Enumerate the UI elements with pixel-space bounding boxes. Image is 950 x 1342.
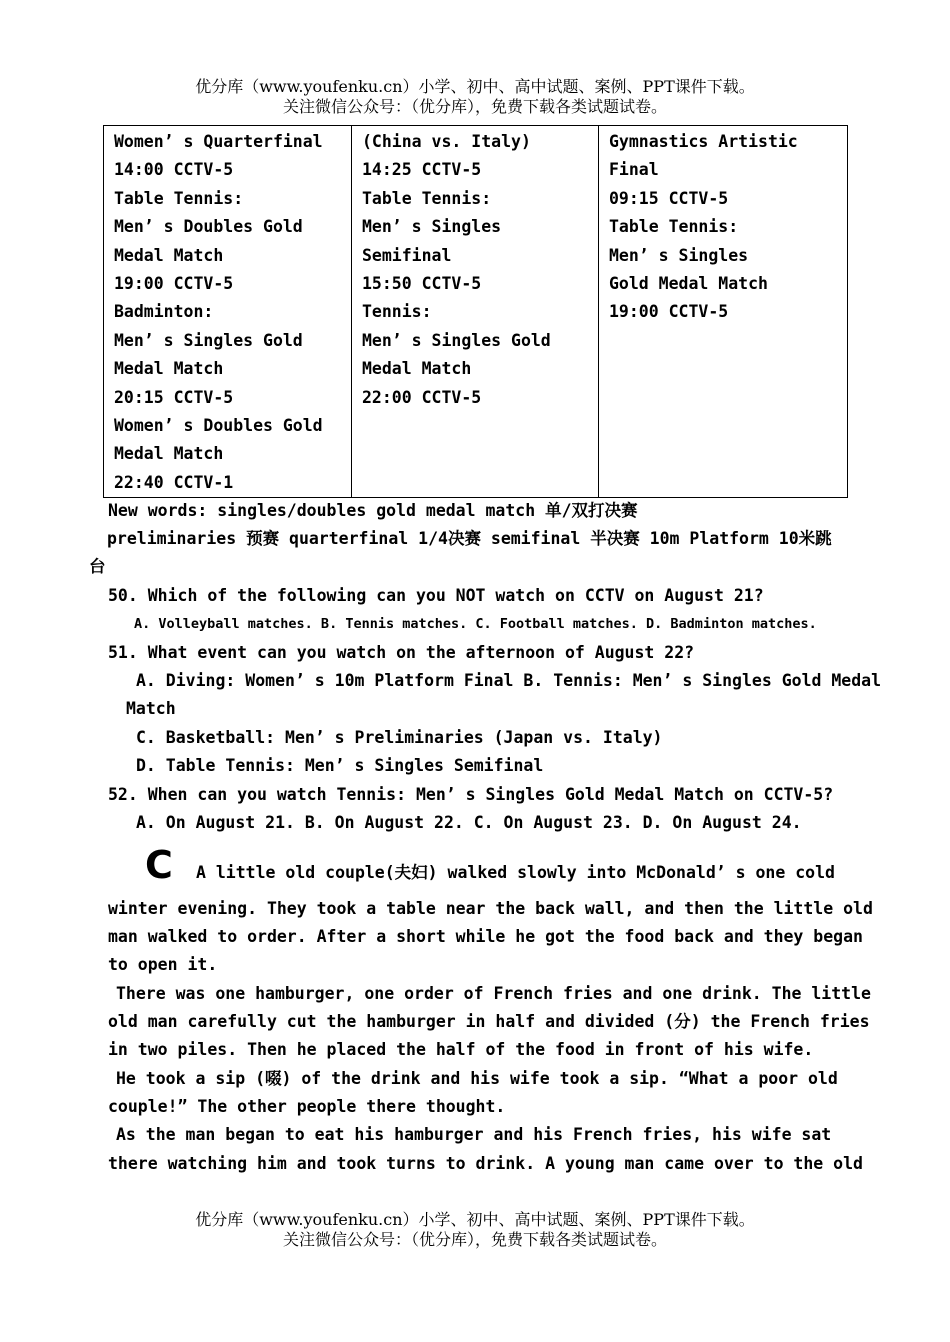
schedule-entry: Gold Medal Match bbox=[609, 274, 768, 294]
page-footer bbox=[0, 1210, 950, 1250]
question-52-options: A. On August 21. B. On August 22. C. On August 23. D. On August 24. bbox=[136, 813, 802, 832]
schedule-entry: Medal Match bbox=[114, 359, 224, 379]
passage-line: in two piles. Then he placed the half of the food in front of his wife. bbox=[108, 1040, 814, 1059]
schedule-column-2 bbox=[352, 126, 599, 498]
schedule-entry: Tennis: bbox=[362, 302, 432, 322]
passage-line: He took a sip (啜) of the drink and his wife took a sip. “What a poor old bbox=[116, 1069, 838, 1088]
passage-line: A little old couple(夫妇) walked slowly into McDonald’ s one cold bbox=[196, 863, 835, 882]
schedule-entry: Badminton: bbox=[114, 302, 214, 322]
schedule-entry: Medal Match bbox=[362, 359, 472, 379]
footer-line-2: 关注微信公众号：（优分库），免费下载各类试题试卷。 bbox=[282, 1230, 667, 1249]
schedule-entry: Men’ s Singles bbox=[362, 217, 502, 237]
schedule-entry: 22:40 CCTV-1 bbox=[114, 472, 234, 492]
schedule-entry: Women’ s Quarterfinal bbox=[114, 132, 323, 151]
schedule-column-1 bbox=[104, 126, 352, 498]
passage-line: As the man began to eat his hamburger and his French fries, his wife sat bbox=[116, 1125, 832, 1144]
schedule-entry: Men’ s Doubles Gold bbox=[114, 217, 303, 237]
schedule-entry: Gymnastics Artistic bbox=[609, 132, 798, 151]
schedule-entry: 22:00 CCTV-5 bbox=[362, 387, 482, 407]
schedule-column-3 bbox=[599, 126, 848, 498]
schedule-entry: Final bbox=[609, 160, 659, 180]
tv-schedule-table bbox=[103, 125, 848, 498]
schedule-entry: 14:00 CCTV-5 bbox=[114, 160, 234, 180]
passage-letter: C bbox=[145, 843, 173, 887]
passage-line: winter evening. They took a table near the back wall, and then the little old bbox=[108, 899, 873, 918]
schedule-entry: 09:15 CCTV-5 bbox=[609, 188, 729, 208]
schedule-entry: 19:00 CCTV-5 bbox=[114, 274, 234, 294]
new-words-line-3: 台 bbox=[89, 557, 106, 576]
schedule-entry: 20:15 CCTV-5 bbox=[114, 387, 234, 407]
schedule-entry: Men’ s Singles Gold bbox=[114, 330, 303, 350]
schedule-entry: Men’ s Singles bbox=[609, 245, 749, 265]
question-51-option-b-cont: Match bbox=[126, 699, 176, 718]
question-51-option-d: D. Table Tennis: Men’ s Singles Semifinal bbox=[136, 756, 544, 775]
passage-line: couple!” The other people there thought. bbox=[108, 1097, 506, 1116]
schedule-entry: Medal Match bbox=[114, 245, 224, 265]
schedule-entry: 19:00 CCTV-5 bbox=[609, 302, 729, 322]
question-52: 52. When can you watch Tennis: Men’ s Singles Gold Medal Match on CCTV-5? bbox=[108, 785, 834, 804]
passage-line: to open it. bbox=[108, 955, 218, 974]
passage-line: man walked to order. After a short while he got the food back and they began bbox=[108, 927, 863, 946]
question-51-option-a-b: A. Diving: Women’ s 10m Platform Final B. Tennis: Men’ s Singles Gold Medal bbox=[136, 671, 882, 690]
schedule-entry: Table Tennis: bbox=[362, 188, 492, 208]
passage-line: There was one hamburger, one order of French fries and one drink. The little bbox=[116, 984, 871, 1003]
new-words-line-2: preliminaries 预赛 quarterfinal 1/4决赛 semifinal 半决赛 10m Platform 10米跳 bbox=[107, 529, 832, 548]
question-50-options: A. Volleyball matches. B. Tennis matches. C. Football matches. D. Badminton matches. bbox=[134, 616, 817, 632]
question-51-option-c: C. Basketball: Men’ s Preliminaries (Japan vs. Italy) bbox=[136, 728, 663, 747]
schedule-entry: (China vs. Italy) bbox=[362, 132, 531, 151]
header-line-1: 优分库（www.youfenku.cn）小学、初中、高中试题、案例、PPT课件下载。 bbox=[195, 77, 755, 96]
schedule-entry: Semifinal bbox=[362, 245, 452, 265]
passage-line: old man carefully cut the hamburger in half and divided (分) the French fries bbox=[108, 1012, 870, 1031]
schedule-entry: Table Tennis: bbox=[609, 217, 739, 237]
new-words-line-1: New words: singles/doubles gold medal match 单/双打决赛 bbox=[108, 501, 638, 520]
schedule-entry: 15:50 CCTV-5 bbox=[362, 274, 482, 294]
question-50: 50. Which of the following can you NOT watch on CCTV on August 21? bbox=[108, 586, 764, 605]
schedule-entry: Men’ s Singles Gold bbox=[362, 330, 551, 350]
schedule-entry: Medal Match bbox=[114, 444, 224, 464]
page-header bbox=[0, 77, 950, 117]
header-line-2: 关注微信公众号：（优分库），免费下载各类试题试卷。 bbox=[282, 97, 667, 116]
footer-line-1: 优分库（www.youfenku.cn）小学、初中、高中试题、案例、PPT课件下载。 bbox=[195, 1210, 755, 1229]
passage-line: there watching him and took turns to drink. A young man came over to the old bbox=[108, 1154, 863, 1173]
schedule-entry: Women’ s Doubles Gold bbox=[114, 416, 323, 436]
question-51: 51. What event can you watch on the afternoon of August 22? bbox=[108, 643, 695, 662]
schedule-entry: 14:25 CCTV-5 bbox=[362, 160, 482, 180]
schedule-entry: Table Tennis: bbox=[114, 188, 244, 208]
